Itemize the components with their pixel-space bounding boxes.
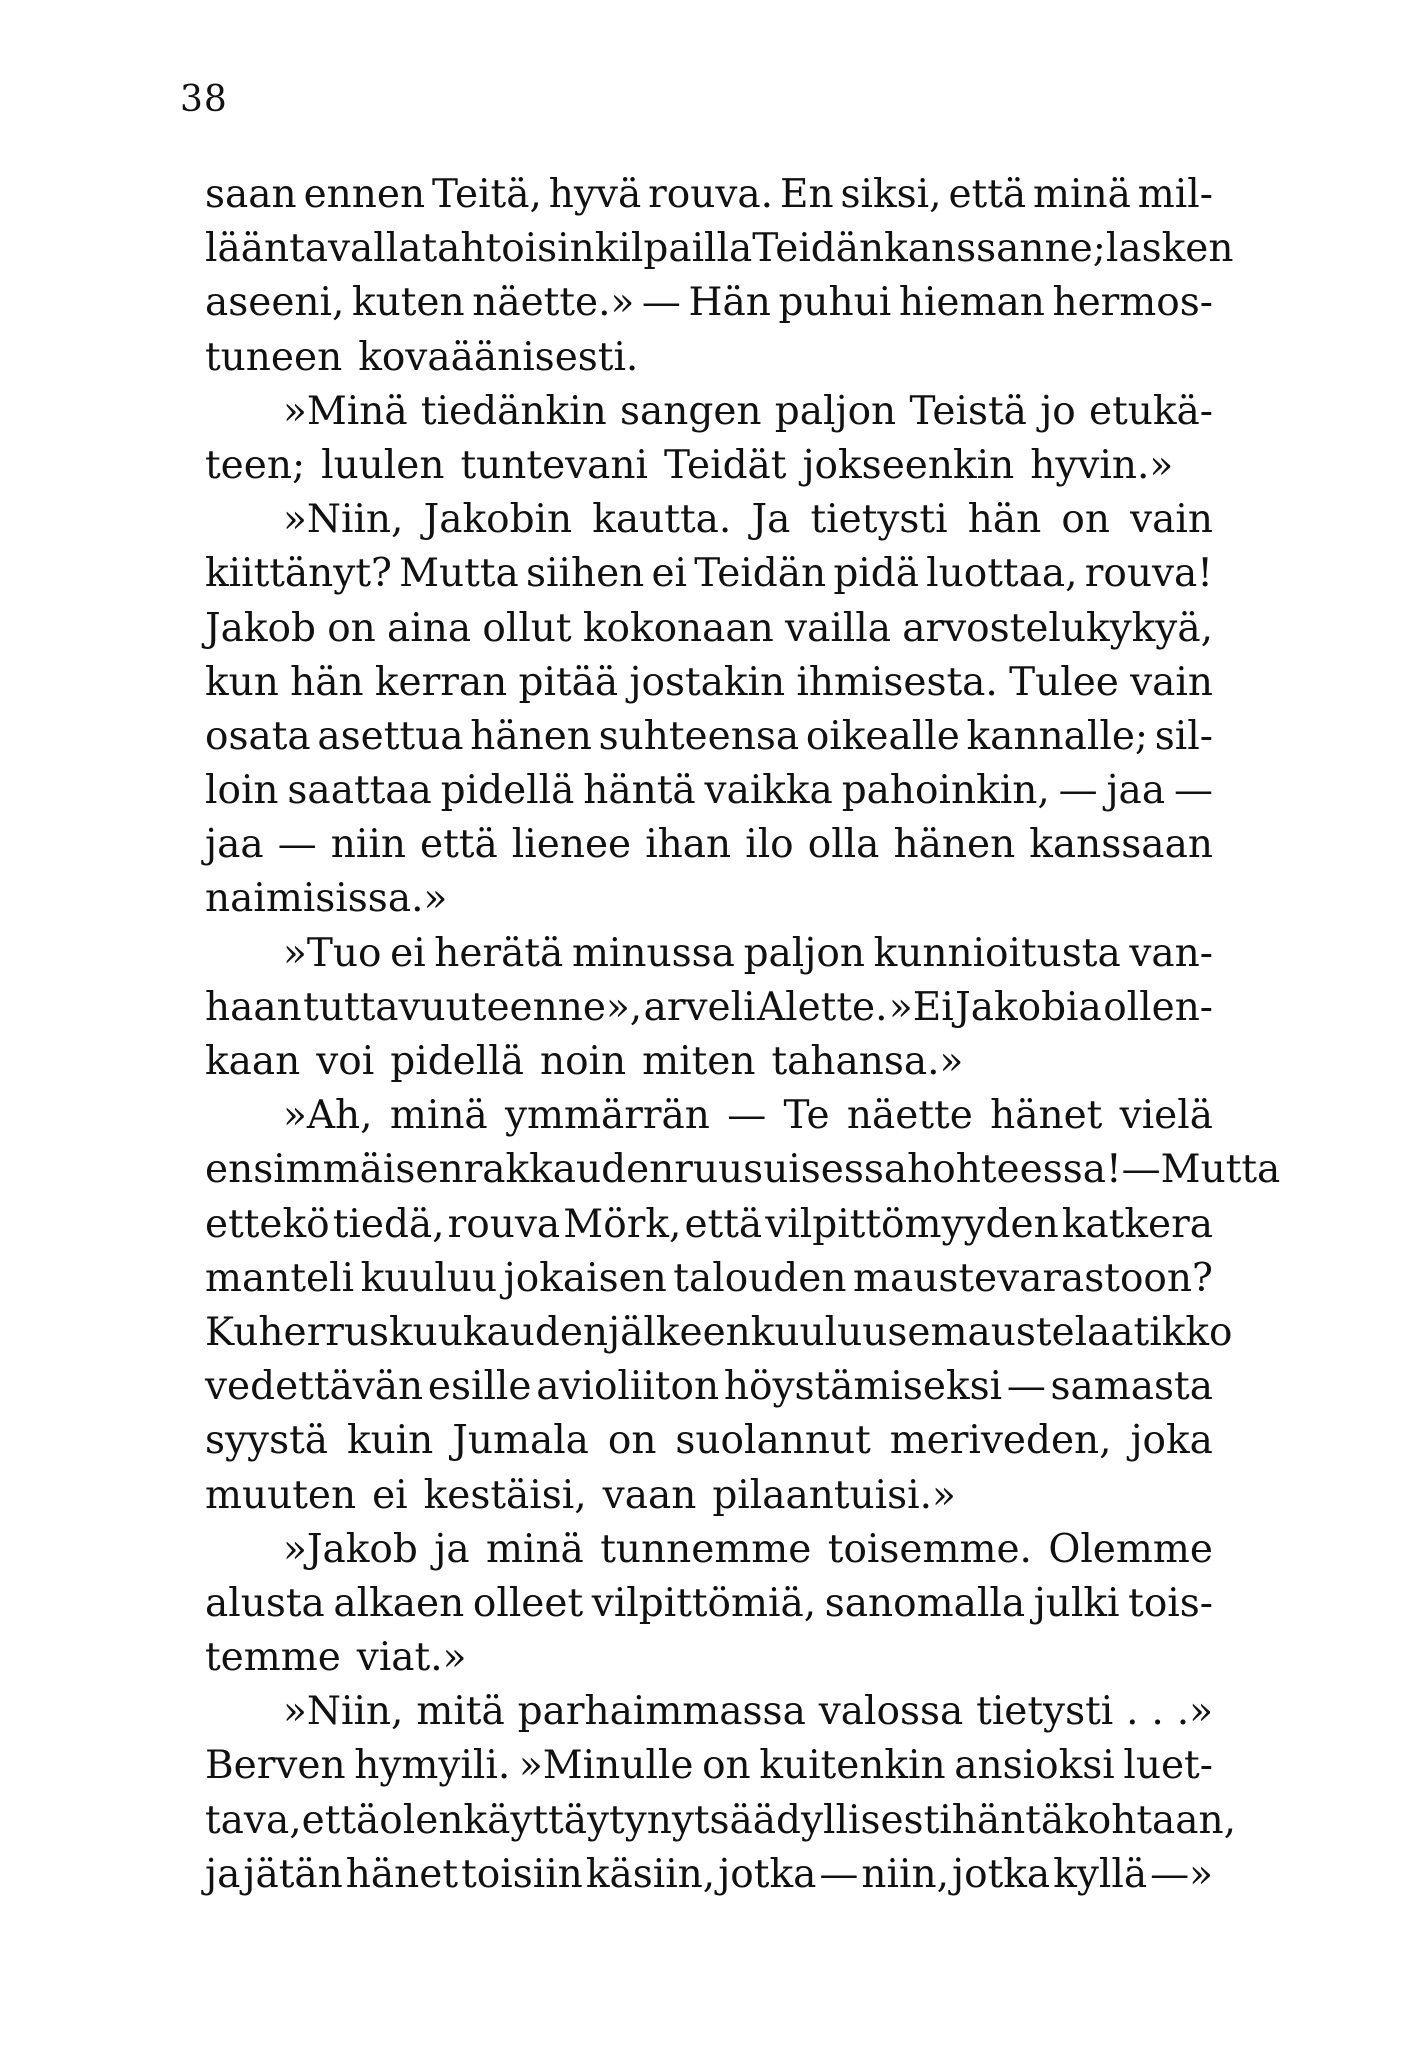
word: siksi,	[840, 172, 942, 217]
text-line	[205, 331, 1213, 385]
word: kyllä	[1053, 1851, 1148, 1897]
word: saattaa	[287, 768, 432, 814]
text-line	[205, 1252, 1213, 1306]
word: on	[1061, 497, 1110, 543]
text-line	[205, 1469, 1213, 1523]
word: hohteessa!	[907, 1147, 1122, 1193]
word: toisiin	[461, 1851, 583, 1897]
word: »Niin,	[283, 1689, 404, 1735]
word: pahoinkin,	[841, 768, 1050, 814]
word: joka	[1130, 1418, 1213, 1464]
word: ettekö	[205, 1201, 330, 1247]
word: mitä	[416, 1689, 505, 1735]
word: sanomalla	[824, 1580, 1026, 1626]
word: jaa	[1106, 768, 1166, 814]
word: ollen-	[1103, 984, 1213, 1030]
word: kovaäänisesti.	[358, 334, 639, 380]
word: maustelaatikko	[930, 1309, 1233, 1355]
word: .	[1151, 1689, 1164, 1735]
word: arveli	[643, 984, 756, 1030]
word: puhui	[778, 280, 892, 326]
word: hyvin.»	[1030, 442, 1174, 488]
word: ja	[434, 1526, 470, 1572]
word: kuuluu	[360, 1255, 498, 1301]
word: ja	[205, 1851, 241, 1897]
text-line	[205, 818, 1213, 872]
text-line	[205, 1089, 1213, 1143]
text-line	[205, 276, 1213, 330]
word: rouva	[447, 1201, 561, 1247]
word: luulen	[321, 442, 445, 488]
word: Kuherruskuukauden	[205, 1309, 609, 1355]
word: vilpittömiä,	[591, 1580, 817, 1626]
word: höystämiseksi	[723, 1364, 1003, 1410]
word: tunnemme	[600, 1526, 812, 1572]
word: minä	[1033, 172, 1131, 217]
word: toisemme.	[827, 1526, 1032, 1572]
word: paljon	[743, 930, 865, 976]
word: ei	[651, 551, 688, 597]
word: että	[684, 1201, 763, 1247]
word: Alette.	[756, 984, 888, 1030]
word: voi	[316, 1039, 375, 1084]
text-line	[205, 1035, 1213, 1089]
word: Teidät	[664, 442, 787, 488]
word: —	[819, 1851, 859, 1897]
word: pidä	[833, 551, 919, 597]
word: häntä	[951, 1797, 1065, 1843]
word: jotka	[718, 1851, 817, 1897]
word: jaa	[205, 822, 264, 868]
word: kuitenkin	[759, 1743, 946, 1789]
word: lienee	[511, 822, 632, 868]
word: viat.»	[356, 1635, 467, 1681]
word: julki	[1033, 1580, 1120, 1626]
word: ollut	[482, 605, 572, 651]
word: maustevarastoon?	[852, 1255, 1213, 1301]
text-line	[205, 872, 1213, 926]
word: jälkeen	[608, 1309, 751, 1355]
word: olen	[379, 1797, 464, 1843]
word: ihan	[645, 822, 732, 868]
word: pidellä	[440, 768, 575, 814]
word: Olemme	[1048, 1526, 1213, 1572]
word: kaan	[205, 1039, 301, 1084]
word: niin,	[861, 1851, 950, 1897]
page-number: 38	[180, 79, 228, 120]
word: —	[1006, 1364, 1046, 1410]
word: tavalla	[289, 226, 422, 272]
word: esille	[427, 1364, 532, 1410]
word: Jakobia	[955, 984, 1102, 1030]
word: olleet	[472, 1580, 584, 1626]
word: jostakin	[629, 659, 786, 705]
word: luet-	[1123, 1743, 1213, 1789]
word: käyttäytynyt	[463, 1797, 710, 1843]
word: aina	[387, 605, 472, 651]
word: hän	[290, 659, 364, 705]
word: Mörk,	[563, 1201, 682, 1247]
word: miten	[642, 1039, 756, 1084]
word: Berven	[205, 1743, 346, 1789]
word: näette	[846, 1093, 973, 1139]
word: valossa	[818, 1689, 964, 1735]
word: vedettävän	[205, 1364, 424, 1410]
word: vilpittömyyden	[765, 1201, 1059, 1247]
word: ihmisesta.	[796, 659, 998, 705]
word: samasta	[1050, 1364, 1213, 1410]
word: minä	[389, 1093, 488, 1139]
word: että	[420, 822, 498, 868]
word: vaan	[602, 1472, 697, 1518]
word: temme	[205, 1635, 341, 1681]
word: hänen	[470, 713, 592, 759]
word: En	[779, 172, 834, 217]
word: —	[277, 822, 317, 868]
word: jo	[1040, 388, 1076, 434]
word: tuneen	[205, 334, 343, 380]
word: sangen	[619, 388, 762, 434]
word: hänet	[345, 1851, 459, 1897]
word: pidellä	[390, 1039, 524, 1084]
text-line	[205, 1360, 1213, 1414]
text-line	[205, 1631, 1213, 1685]
word: ymmärrän	[505, 1093, 710, 1139]
word: hänet	[990, 1093, 1103, 1139]
word: jokaisen	[503, 1255, 667, 1301]
word: hänen	[893, 822, 1016, 868]
body-text	[205, 168, 1281, 1902]
word: —	[641, 280, 681, 326]
word: kerran	[374, 659, 508, 705]
word: että	[948, 172, 1027, 217]
text-line	[205, 439, 1213, 493]
word: hieman	[898, 280, 1045, 326]
text-line	[205, 1794, 1237, 1848]
text-line	[205, 1685, 1213, 1739]
word: alusta	[205, 1580, 325, 1626]
word: ei	[390, 930, 426, 976]
word: .»	[1176, 1689, 1213, 1735]
text-line	[205, 981, 1213, 1035]
word: kilpailla	[594, 226, 753, 272]
word: on	[702, 1743, 751, 1789]
word: —»	[1150, 1851, 1213, 1897]
word: »Tuo	[283, 930, 382, 976]
word: jätän	[243, 1851, 343, 1897]
word: paljon	[774, 388, 897, 434]
word: kohtaan,	[1064, 1797, 1237, 1843]
word: pitää	[518, 659, 619, 705]
word: hymyili.	[354, 1743, 511, 1789]
word: »Minulle	[518, 1743, 694, 1789]
word: alkaen	[333, 1580, 465, 1626]
word: Ja	[751, 497, 791, 543]
word: —	[1121, 1147, 1161, 1193]
word: kestäisi,	[423, 1472, 587, 1518]
word: haan	[205, 984, 302, 1030]
word: talouden	[673, 1255, 847, 1301]
word: tava,	[205, 1797, 302, 1843]
word: lasken	[1105, 226, 1234, 272]
word: lään	[205, 226, 290, 272]
word: tois-	[1128, 1580, 1213, 1626]
word: tietysti	[976, 1689, 1114, 1735]
word: »Ei	[888, 984, 954, 1030]
word: tuttavuuteenne»,	[303, 984, 643, 1030]
word: ruusuisessa	[674, 1147, 908, 1193]
word: hyvä	[548, 172, 642, 217]
text-line	[205, 656, 1213, 710]
word: kannalle;	[966, 713, 1149, 759]
word: vain	[1130, 497, 1213, 543]
word: kuten	[352, 280, 465, 326]
word: minussa	[571, 930, 735, 976]
word: että	[301, 1797, 380, 1843]
word: van-	[1129, 930, 1213, 976]
text-line	[205, 927, 1213, 981]
word: on	[607, 1418, 657, 1464]
word: loin	[205, 768, 279, 814]
text-line	[205, 493, 1213, 547]
word: Teitä,	[432, 172, 542, 217]
word: —	[727, 1093, 767, 1139]
word: »Ah,	[283, 1093, 373, 1139]
word: —	[1173, 768, 1213, 814]
word: kuuluu	[750, 1309, 888, 1355]
word: muuten	[205, 1472, 357, 1518]
word: jotka	[952, 1851, 1051, 1897]
word: Mutta	[399, 551, 519, 597]
word: näette.»	[472, 280, 635, 326]
text-line	[205, 764, 1213, 818]
word: »Jakob	[283, 1526, 418, 1572]
word: syystä	[205, 1418, 329, 1464]
word: säädyllisesti	[709, 1797, 952, 1843]
word: Tulee	[1009, 659, 1119, 705]
word: saan	[205, 172, 297, 217]
word: osata	[205, 713, 311, 759]
word: —	[1058, 768, 1098, 814]
word: hermos-	[1052, 280, 1213, 326]
text-line	[205, 1143, 1281, 1197]
word: naimisissa.»	[205, 876, 448, 922]
word: ansioksi	[954, 1743, 1115, 1789]
word: tuntevani	[460, 442, 649, 488]
text-line	[205, 1577, 1213, 1631]
text-line	[205, 710, 1213, 764]
word: etukä-	[1089, 388, 1213, 434]
word: hän	[967, 497, 1042, 543]
word: kokonaan	[582, 605, 774, 651]
word: tiedänkin	[420, 388, 607, 434]
word: »Minä	[283, 388, 408, 434]
word: luottaa,	[926, 551, 1078, 597]
word: suhteensa	[598, 713, 800, 759]
text-line	[205, 547, 1213, 601]
word: aseeni,	[205, 280, 345, 326]
word: se	[887, 1309, 931, 1355]
word: vielä	[1119, 1093, 1213, 1139]
word: ensimmäisen	[205, 1147, 464, 1193]
word: parhaimmassa	[517, 1689, 806, 1735]
word: jokseenkin	[802, 442, 1015, 488]
text-line	[205, 602, 1213, 656]
word: kautta.	[592, 497, 732, 543]
word: tahtoisin	[421, 226, 595, 272]
word: mil-	[1137, 172, 1213, 217]
text-line	[205, 1306, 1233, 1360]
word: käsiin,	[585, 1851, 716, 1897]
word: vailla	[785, 605, 891, 651]
text-line	[205, 385, 1213, 439]
word: minä	[485, 1526, 584, 1572]
word: Teistä	[909, 388, 1027, 434]
word: vain	[1130, 659, 1213, 705]
word: oikealle	[805, 713, 960, 759]
word: suolannut	[675, 1418, 871, 1464]
word: .	[1126, 1689, 1139, 1735]
word: rouva!	[1084, 551, 1213, 597]
word: rakkauden	[463, 1147, 675, 1193]
word: »Niin,	[283, 497, 404, 543]
word: manteli	[205, 1255, 355, 1301]
word: Teidän	[752, 226, 885, 272]
word: kun	[205, 659, 279, 705]
text-line	[205, 168, 1213, 222]
text-line	[205, 222, 1234, 276]
word: Teidän	[694, 551, 827, 597]
word: herätä	[434, 930, 564, 976]
word: kanssaan	[1029, 822, 1213, 868]
word: vaikka	[704, 768, 833, 814]
word: noin	[539, 1039, 627, 1084]
text-line	[205, 1739, 1213, 1793]
word: Jakobin	[423, 497, 573, 543]
word: kanssanne;	[884, 226, 1106, 272]
word: ennen	[303, 172, 426, 217]
word: häntä	[583, 768, 696, 814]
word: teen;	[205, 442, 306, 488]
word: Te	[783, 1093, 830, 1139]
text-line	[205, 1523, 1213, 1577]
text-line	[205, 1198, 1213, 1252]
word: siihen	[525, 551, 645, 597]
word: ei	[372, 1472, 408, 1518]
text-line	[205, 1414, 1213, 1468]
word: meriveden,	[889, 1418, 1112, 1464]
word: ilo	[745, 822, 794, 868]
word: pilaantuisi.»	[712, 1472, 956, 1518]
word: sil-	[1154, 713, 1213, 759]
word: Jakob	[205, 605, 316, 651]
word: avioliiton	[536, 1364, 720, 1410]
word: katkera	[1061, 1201, 1213, 1247]
word: kunnioitusta	[873, 930, 1121, 976]
word: tietysti	[810, 497, 948, 543]
word: tahansa.»	[771, 1039, 964, 1084]
word: tiedä,	[332, 1201, 445, 1247]
word: rouva.	[648, 172, 774, 217]
word: Jumala	[452, 1418, 589, 1464]
word: asettua	[317, 713, 464, 759]
word: on	[327, 605, 376, 651]
word: olla	[807, 822, 880, 868]
word: arvostelukykyä,	[902, 605, 1213, 651]
word: kuin	[346, 1418, 434, 1464]
word: Hän	[688, 280, 771, 326]
text-line	[205, 1848, 1213, 1902]
word: niin	[330, 822, 406, 868]
word: kiittänyt?	[205, 551, 392, 597]
word: Mutta	[1160, 1147, 1281, 1193]
